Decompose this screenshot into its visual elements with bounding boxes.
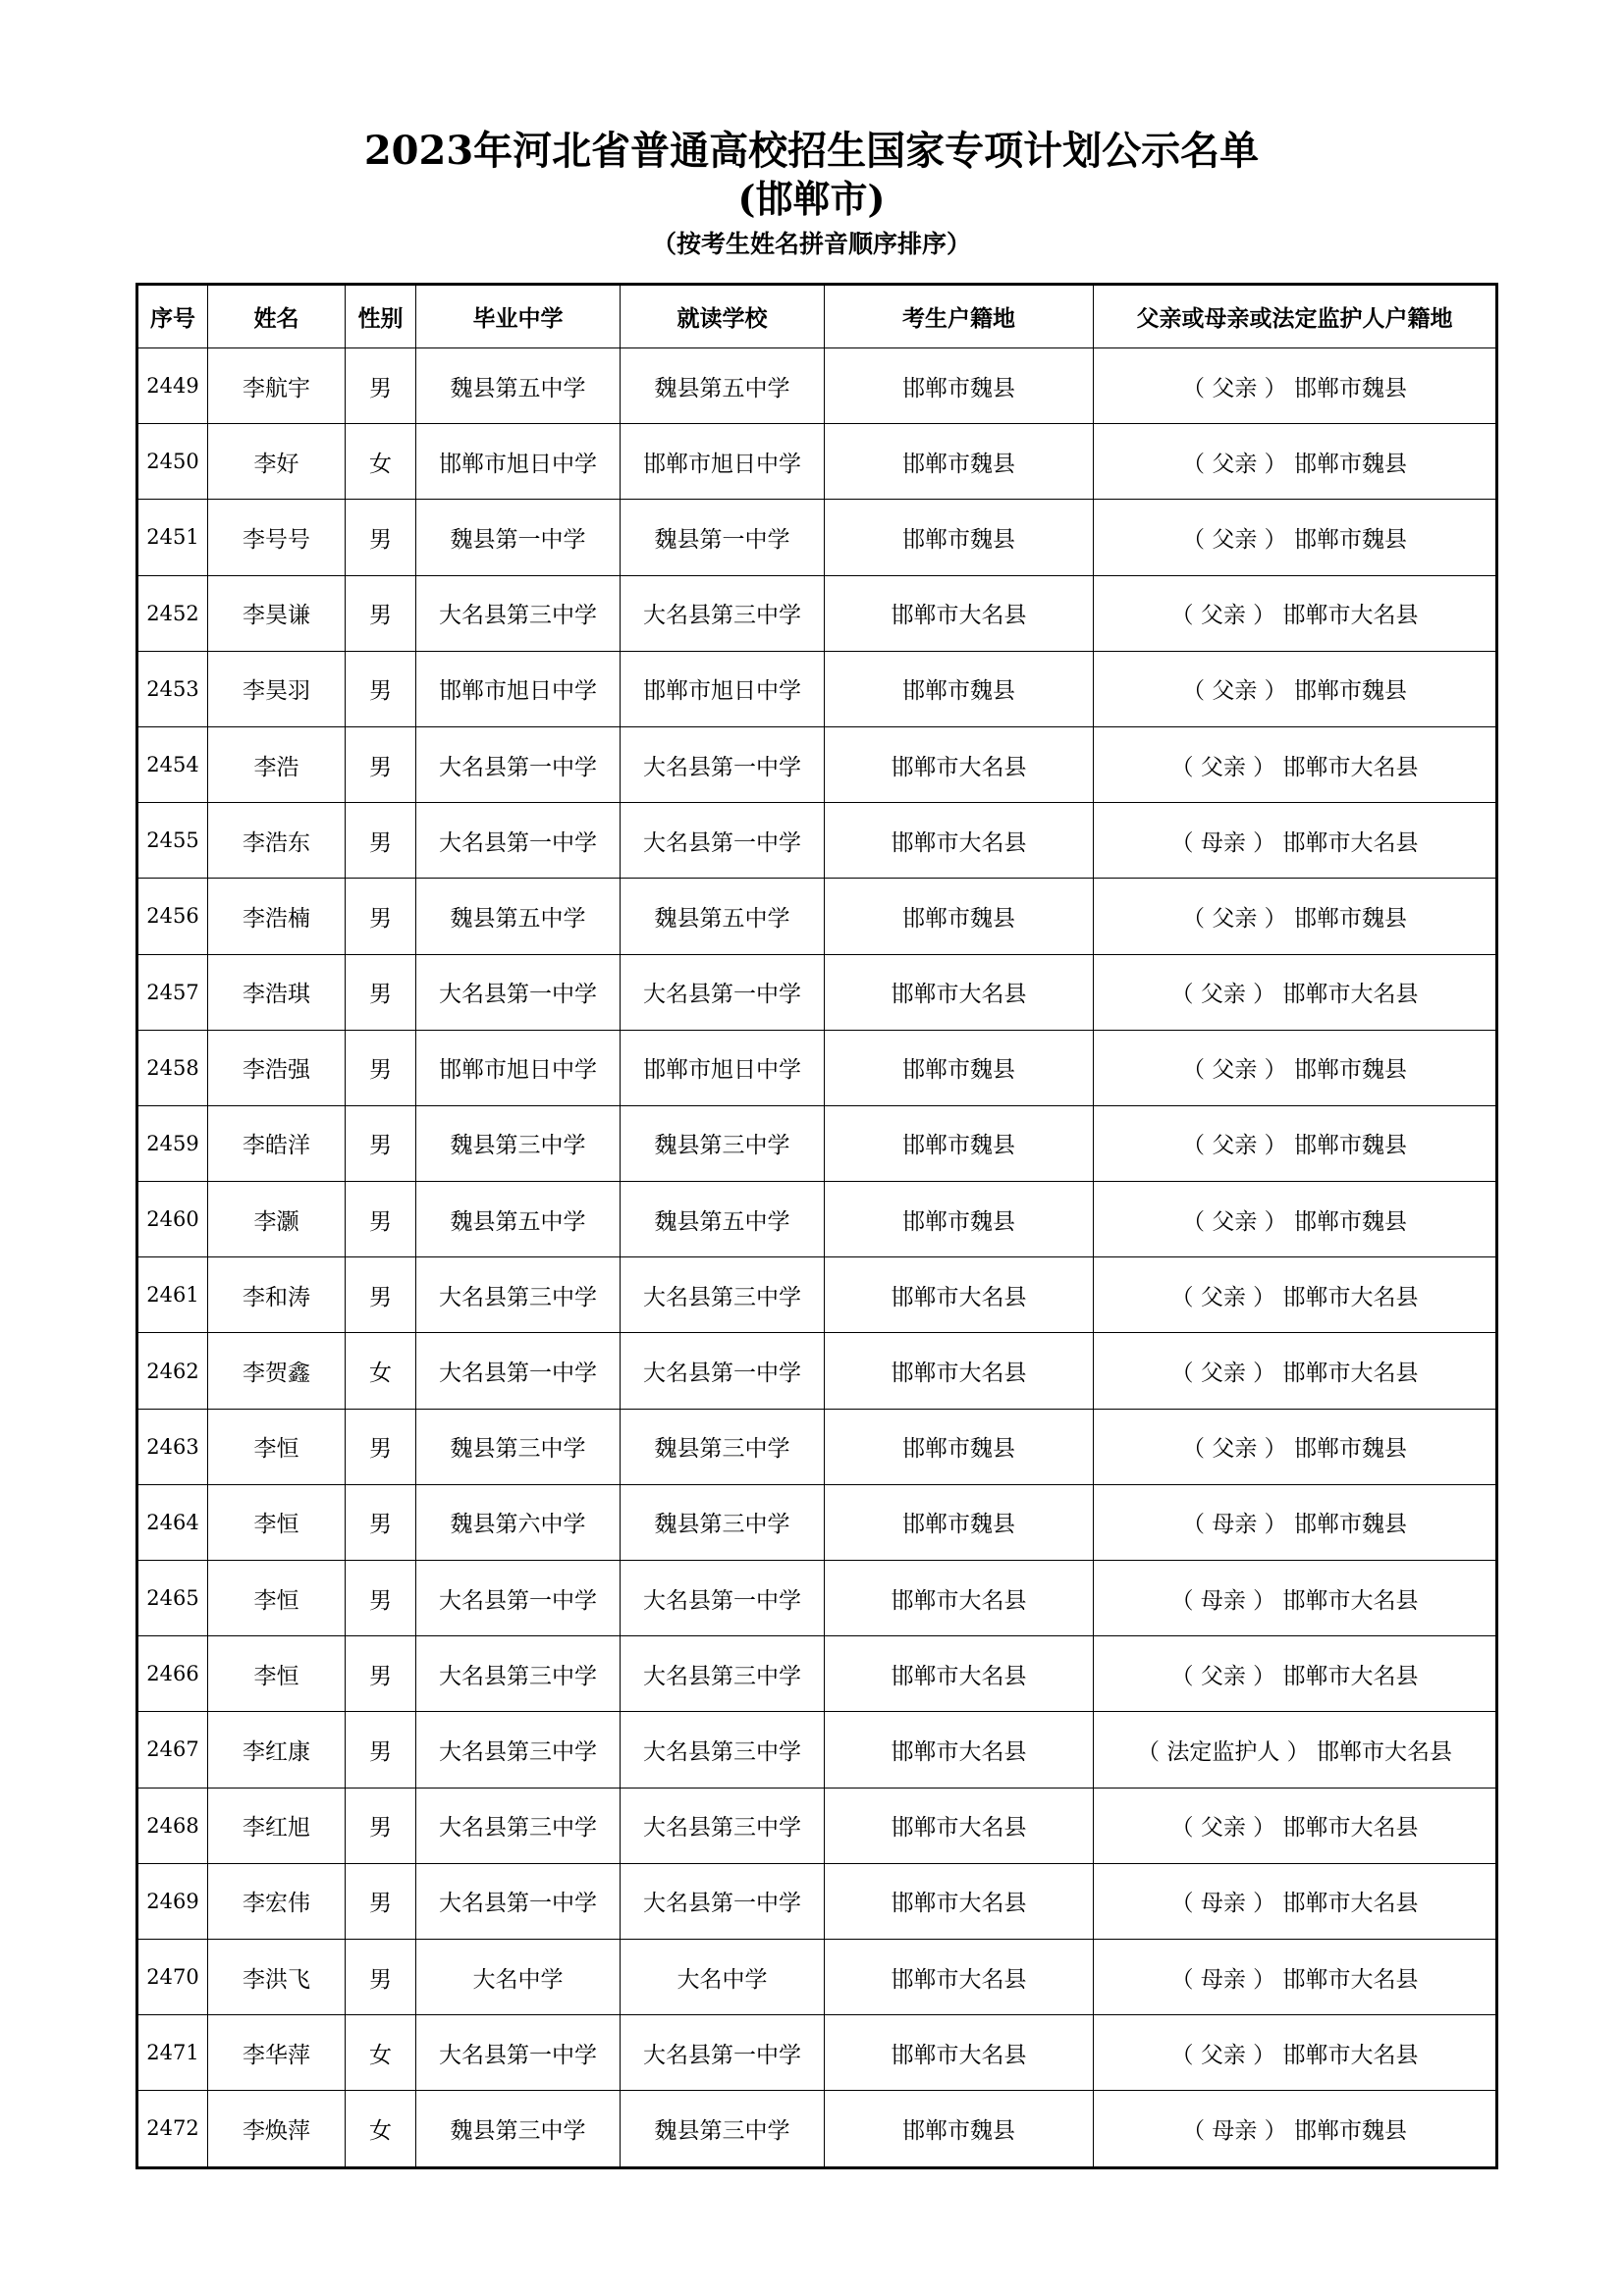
current-school-cell: 邯郸市旭日中学: [621, 1030, 825, 1105]
seq-cell: 2449: [137, 348, 208, 424]
seq-cell: 2465: [137, 1561, 208, 1636]
current-school-cell: 大名县第一中学: [621, 1863, 825, 1939]
current-school-cell: 大名县第三中学: [621, 575, 825, 651]
header-seq: 序号: [137, 285, 208, 348]
guardian-residence-cell: （ 父亲 ） 邯郸市大名县: [1094, 1333, 1497, 1409]
candidate-residence-cell: 邯郸市魏县: [825, 1030, 1094, 1105]
gender-cell: 男: [346, 1863, 416, 1939]
gender-cell: 男: [346, 1484, 416, 1560]
seq-cell: 2450: [137, 424, 208, 500]
candidate-residence-cell: 邯郸市大名县: [825, 803, 1094, 879]
gender-cell: 男: [346, 1182, 416, 1257]
candidate-residence-cell: 邯郸市大名县: [825, 1561, 1094, 1636]
graduation-school-cell: 魏县第一中学: [416, 500, 621, 575]
name-cell: 李航宇: [208, 348, 346, 424]
candidate-residence-cell: 邯郸市魏县: [825, 2091, 1094, 2167]
header-current-school: 就读学校: [621, 285, 825, 348]
current-school-cell: 魏县第三中学: [621, 2091, 825, 2167]
guardian-residence-cell: （ 母亲 ） 邯郸市大名县: [1094, 1561, 1497, 1636]
gender-cell: 男: [346, 1788, 416, 1863]
candidate-residence-cell: 邯郸市大名县: [825, 1333, 1094, 1409]
roster-table: [135, 283, 1498, 2169]
current-school-cell: 大名县第一中学: [621, 1561, 825, 1636]
name-cell: 李华萍: [208, 2015, 346, 2091]
guardian-residence-cell: （ 母亲 ） 邯郸市大名县: [1094, 1863, 1497, 1939]
gender-cell: 男: [346, 1409, 416, 1484]
table-row: [137, 500, 1497, 575]
gender-cell: 男: [346, 1636, 416, 1712]
table-row: [137, 1561, 1497, 1636]
candidate-residence-cell: 邯郸市魏县: [825, 424, 1094, 500]
current-school-cell: 大名县第三中学: [621, 1636, 825, 1712]
header-guardian-residence: 父亲或母亲或法定监护人户籍地: [1094, 285, 1497, 348]
seq-cell: 2452: [137, 575, 208, 651]
guardian-residence-cell: （ 法定监护人 ） 邯郸市大名县: [1094, 1712, 1497, 1788]
graduation-school-cell: 魏县第三中学: [416, 1105, 621, 1181]
seq-cell: 2453: [137, 651, 208, 726]
name-cell: 李浩琪: [208, 954, 346, 1030]
table-row: [137, 1105, 1497, 1181]
graduation-school-cell: 邯郸市旭日中学: [416, 424, 621, 500]
graduation-school-cell: 魏县第六中学: [416, 1484, 621, 1560]
candidate-residence-cell: 邯郸市魏县: [825, 1409, 1094, 1484]
guardian-residence-cell: （ 父亲 ） 邯郸市大名县: [1094, 575, 1497, 651]
guardian-residence-cell: （ 父亲 ） 邯郸市魏县: [1094, 1409, 1497, 1484]
gender-cell: 女: [346, 2015, 416, 2091]
current-school-cell: 邯郸市旭日中学: [621, 424, 825, 500]
seq-cell: 2468: [137, 1788, 208, 1863]
name-cell: 李昊谦: [208, 575, 346, 651]
candidate-residence-cell: 邯郸市大名县: [825, 726, 1094, 802]
candidate-residence-cell: 邯郸市大名县: [825, 1939, 1094, 2014]
guardian-residence-cell: （ 母亲 ） 邯郸市大名县: [1094, 803, 1497, 879]
guardian-residence-cell: （ 母亲 ） 邯郸市魏县: [1094, 2091, 1497, 2167]
table-row: [137, 2091, 1497, 2167]
gender-cell: 男: [346, 651, 416, 726]
table-row: [137, 803, 1497, 879]
current-school-cell: 魏县第五中学: [621, 1182, 825, 1257]
guardian-residence-cell: （ 父亲 ） 邯郸市魏县: [1094, 424, 1497, 500]
gender-cell: 女: [346, 424, 416, 500]
current-school-cell: 魏县第三中学: [621, 1484, 825, 1560]
table-row: [137, 424, 1497, 500]
graduation-school-cell: 魏县第三中学: [416, 1409, 621, 1484]
current-school-cell: 大名县第三中学: [621, 1712, 825, 1788]
graduation-school-cell: 大名县第一中学: [416, 1333, 621, 1409]
name-cell: 李好: [208, 424, 346, 500]
graduation-school-cell: 邯郸市旭日中学: [416, 651, 621, 726]
graduation-school-cell: 大名县第一中学: [416, 1863, 621, 1939]
name-cell: 李号号: [208, 500, 346, 575]
graduation-school-cell: 大名县第三中学: [416, 1712, 621, 1788]
candidate-residence-cell: 邯郸市大名县: [825, 2015, 1094, 2091]
seq-cell: 2463: [137, 1409, 208, 1484]
gender-cell: 男: [346, 500, 416, 575]
name-cell: 李皓洋: [208, 1105, 346, 1181]
table-row: [137, 1863, 1497, 1939]
seq-cell: 2470: [137, 1939, 208, 2014]
gender-cell: 男: [346, 954, 416, 1030]
candidate-residence-cell: 邯郸市魏县: [825, 651, 1094, 726]
candidate-residence-cell: 邯郸市大名县: [825, 954, 1094, 1030]
guardian-residence-cell: （ 父亲 ） 邯郸市魏县: [1094, 1105, 1497, 1181]
name-cell: 李和涛: [208, 1257, 346, 1333]
candidate-residence-cell: 邯郸市大名县: [825, 1863, 1094, 1939]
graduation-school-cell: 大名县第一中学: [416, 954, 621, 1030]
table-row: [137, 2015, 1497, 2091]
name-cell: 李洪飞: [208, 1939, 346, 2014]
graduation-school-cell: 邯郸市旭日中学: [416, 1030, 621, 1105]
document-subtitle: (邯郸市): [737, 177, 886, 221]
current-school-cell: 大名县第三中学: [621, 1257, 825, 1333]
current-school-cell: 魏县第三中学: [621, 1105, 825, 1181]
guardian-residence-cell: （ 父亲 ） 邯郸市大名县: [1094, 1257, 1497, 1333]
name-cell: 李恒: [208, 1636, 346, 1712]
table-row: [137, 1939, 1497, 2014]
name-cell: 李浩: [208, 726, 346, 802]
seq-cell: 2457: [137, 954, 208, 1030]
seq-cell: 2460: [137, 1182, 208, 1257]
seq-cell: 2454: [137, 726, 208, 802]
table-row: [137, 879, 1497, 954]
header-row: [137, 285, 1497, 348]
gender-cell: 男: [346, 726, 416, 802]
name-cell: 李灏: [208, 1182, 346, 1257]
seq-cell: 2461: [137, 1257, 208, 1333]
gender-cell: 男: [346, 348, 416, 424]
candidate-residence-cell: 邯郸市大名县: [825, 575, 1094, 651]
current-school-cell: 大名县第一中学: [621, 803, 825, 879]
table-row: [137, 575, 1497, 651]
guardian-residence-cell: （ 父亲 ） 邯郸市大名县: [1094, 726, 1497, 802]
table-row: [137, 1484, 1497, 1560]
table-row: [137, 1636, 1497, 1712]
candidate-residence-cell: 邯郸市大名县: [825, 1788, 1094, 1863]
name-cell: 李宏伟: [208, 1863, 346, 1939]
name-cell: 李贺鑫: [208, 1333, 346, 1409]
gender-cell: 男: [346, 1105, 416, 1181]
gender-cell: 男: [346, 1257, 416, 1333]
seq-cell: 2464: [137, 1484, 208, 1560]
gender-cell: 男: [346, 1712, 416, 1788]
graduation-school-cell: 大名县第一中学: [416, 726, 621, 802]
name-cell: 李浩楠: [208, 879, 346, 954]
guardian-residence-cell: （ 父亲 ） 邯郸市大名县: [1094, 2015, 1497, 2091]
seq-cell: 2456: [137, 879, 208, 954]
table-row: [137, 1030, 1497, 1105]
gender-cell: 男: [346, 803, 416, 879]
table-row: [137, 1182, 1497, 1257]
candidate-residence-cell: 邯郸市大名县: [825, 1257, 1094, 1333]
table-row: [137, 1788, 1497, 1863]
table-row: [137, 651, 1497, 726]
current-school-cell: 魏县第一中学: [621, 500, 825, 575]
seq-cell: 2466: [137, 1636, 208, 1712]
header-name: 姓名: [208, 285, 346, 348]
graduation-school-cell: 大名县第三中学: [416, 1257, 621, 1333]
seq-cell: 2467: [137, 1712, 208, 1788]
guardian-residence-cell: （ 父亲 ） 邯郸市大名县: [1094, 954, 1497, 1030]
seq-cell: 2458: [137, 1030, 208, 1105]
name-cell: 李红旭: [208, 1788, 346, 1863]
table-body: [137, 348, 1497, 2168]
gender-cell: 女: [346, 1333, 416, 1409]
candidate-residence-cell: 邯郸市魏县: [825, 348, 1094, 424]
name-cell: 李浩强: [208, 1030, 346, 1105]
current-school-cell: 邯郸市旭日中学: [621, 651, 825, 726]
guardian-residence-cell: （ 父亲 ） 邯郸市魏县: [1094, 1030, 1497, 1105]
sort-note: （按考生姓名拼音顺序排序）: [651, 230, 971, 258]
graduation-school-cell: 魏县第五中学: [416, 348, 621, 424]
guardian-residence-cell: （ 母亲 ） 邯郸市大名县: [1094, 1939, 1497, 2014]
table-row: [137, 954, 1497, 1030]
current-school-cell: 大名县第三中学: [621, 1788, 825, 1863]
graduation-school-cell: 大名县第三中学: [416, 1636, 621, 1712]
name-cell: 李恒: [208, 1561, 346, 1636]
name-cell: 李恒: [208, 1409, 346, 1484]
seq-cell: 2455: [137, 803, 208, 879]
graduation-school-cell: 大名县第三中学: [416, 1788, 621, 1863]
graduation-school-cell: 大名县第一中学: [416, 2015, 621, 2091]
seq-cell: 2462: [137, 1333, 208, 1409]
guardian-residence-cell: （ 父亲 ） 邯郸市魏县: [1094, 879, 1497, 954]
candidate-residence-cell: 邯郸市大名县: [825, 1636, 1094, 1712]
graduation-school-cell: 魏县第五中学: [416, 879, 621, 954]
current-school-cell: 大名县第一中学: [621, 1333, 825, 1409]
current-school-cell: 魏县第五中学: [621, 879, 825, 954]
candidate-residence-cell: 邯郸市魏县: [825, 1182, 1094, 1257]
name-cell: 李红康: [208, 1712, 346, 1788]
graduation-school-cell: 大名中学: [416, 1939, 621, 2014]
guardian-residence-cell: （ 父亲 ） 邯郸市魏县: [1094, 1182, 1497, 1257]
current-school-cell: 大名县第一中学: [621, 954, 825, 1030]
table-row: [137, 1409, 1497, 1484]
table-header: [137, 285, 1497, 348]
graduation-school-cell: 魏县第三中学: [416, 2091, 621, 2167]
guardian-residence-cell: （ 父亲 ） 邯郸市魏县: [1094, 500, 1497, 575]
candidate-residence-cell: 邯郸市魏县: [825, 1484, 1094, 1560]
graduation-school-cell: 魏县第五中学: [416, 1182, 621, 1257]
current-school-cell: 魏县第三中学: [621, 1409, 825, 1484]
graduation-school-cell: 大名县第一中学: [416, 803, 621, 879]
name-cell: 李恒: [208, 1484, 346, 1560]
guardian-residence-cell: （ 父亲 ） 邯郸市大名县: [1094, 1788, 1497, 1863]
name-cell: 李浩东: [208, 803, 346, 879]
name-cell: 李焕萍: [208, 2091, 346, 2167]
current-school-cell: 大名县第一中学: [621, 2015, 825, 2091]
candidate-residence-cell: 邯郸市魏县: [825, 500, 1094, 575]
header-candidate-residence: 考生户籍地: [825, 285, 1094, 348]
table-row: [137, 348, 1497, 424]
seq-cell: 2459: [137, 1105, 208, 1181]
guardian-residence-cell: （ 父亲 ） 邯郸市魏县: [1094, 348, 1497, 424]
current-school-cell: 大名中学: [621, 1939, 825, 2014]
header-gender: 性别: [346, 285, 416, 348]
document-title: 2023年河北省普通高校招生国家专项计划公示名单: [363, 128, 1260, 174]
table-row: [137, 1333, 1497, 1409]
seq-cell: 2471: [137, 2015, 208, 2091]
graduation-school-cell: 大名县第一中学: [416, 1561, 621, 1636]
name-cell: 李昊羽: [208, 651, 346, 726]
current-school-cell: 大名县第一中学: [621, 726, 825, 802]
gender-cell: 男: [346, 1561, 416, 1636]
header-graduation-school: 毕业中学: [416, 285, 621, 348]
gender-cell: 女: [346, 2091, 416, 2167]
gender-cell: 男: [346, 1030, 416, 1105]
candidate-residence-cell: 邯郸市大名县: [825, 1712, 1094, 1788]
guardian-residence-cell: （ 父亲 ） 邯郸市大名县: [1094, 1636, 1497, 1712]
guardian-residence-cell: （ 父亲 ） 邯郸市魏县: [1094, 651, 1497, 726]
seq-cell: 2451: [137, 500, 208, 575]
candidate-residence-cell: 邯郸市魏县: [825, 1105, 1094, 1181]
gender-cell: 男: [346, 1939, 416, 2014]
current-school-cell: 魏县第五中学: [621, 348, 825, 424]
guardian-residence-cell: （ 母亲 ） 邯郸市魏县: [1094, 1484, 1497, 1560]
table-row: [137, 1257, 1497, 1333]
table-row: [137, 1712, 1497, 1788]
table-row: [137, 726, 1497, 802]
gender-cell: 男: [346, 575, 416, 651]
candidate-residence-cell: 邯郸市魏县: [825, 879, 1094, 954]
seq-cell: 2469: [137, 1863, 208, 1939]
gender-cell: 男: [346, 879, 416, 954]
graduation-school-cell: 大名县第三中学: [416, 575, 621, 651]
seq-cell: 2472: [137, 2091, 208, 2167]
